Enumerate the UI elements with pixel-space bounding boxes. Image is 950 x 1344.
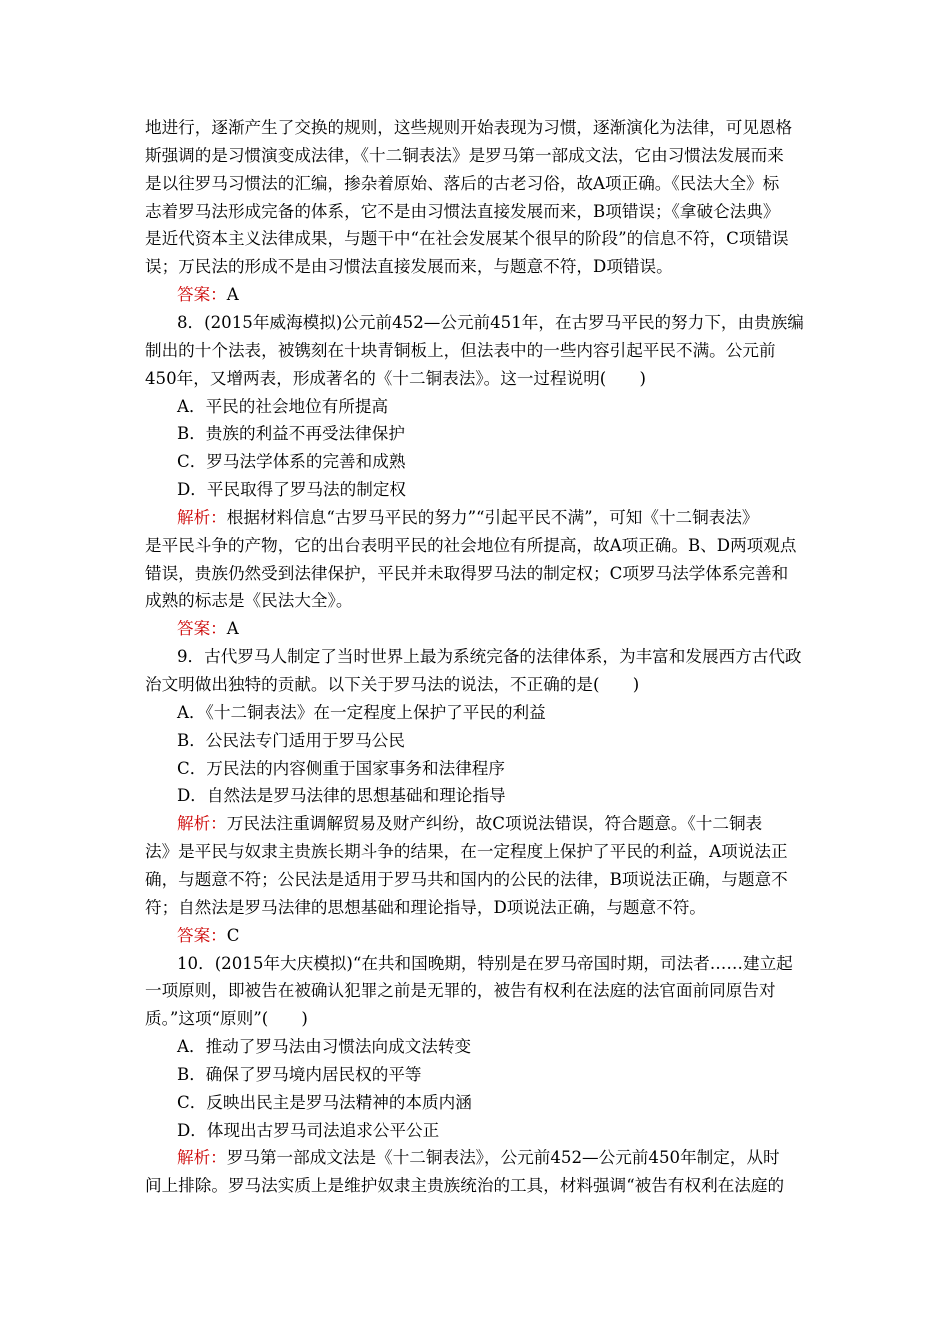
- line-text: 9．古代罗马人制定了当时世界上最为系统完备的法律体系，为丰富和发展西方古代政: [177, 647, 802, 667]
- text-line: [145, 591, 352, 611]
- line-text: 斯强调的是习惯演变成法律，《十二铜表法》是罗马第一部成文法，它由习惯法发展而来: [145, 145, 784, 165]
- line-text: B．贵族的利益不再受法律保护: [177, 424, 405, 444]
- line-text: 确，与题意不符；公民法是适用于罗马共和国内的公民的法律，B项说法正确，与题意不: [145, 869, 788, 889]
- text-line: [177, 452, 405, 472]
- text-line: [145, 898, 706, 918]
- line-text: B．确保了罗马境内居民权的平等: [177, 1064, 422, 1084]
- text-line: [177, 313, 804, 333]
- text-line: [145, 1176, 784, 1196]
- line-text: C: [226, 925, 240, 945]
- line-text: A: [226, 619, 239, 639]
- line-text: 10．(2015年大庆模拟)“在共和国晚期，特别是在罗马帝国时期，司法者……建立起: [177, 953, 793, 973]
- text-line: [177, 424, 405, 444]
- text-line: [145, 842, 788, 862]
- line-text: D．体现出古罗马司法追求公平公正: [177, 1120, 440, 1140]
- line-text: A．平民的社会地位有所提高: [177, 396, 389, 416]
- analysis-label: 解析：: [177, 1148, 227, 1168]
- text-line: [145, 564, 788, 584]
- text-line: [145, 981, 776, 1001]
- line-text: D．自然法是罗马法律的思想基础和理论指导: [177, 786, 506, 806]
- analysis-label: 解析：: [177, 814, 227, 834]
- line-text: 误；万民法的形成不是由习惯法直接发展而来，与题意不符，D项错误。: [145, 257, 673, 277]
- text-line: [177, 647, 802, 667]
- answer-label: 答案：: [177, 619, 227, 639]
- line-text: 治文明做出独特的贡献。以下关于罗马法的说法，不正确的是( ): [145, 675, 640, 694]
- answer-line: [177, 619, 239, 639]
- text-line: [145, 174, 779, 194]
- text-line: [177, 1037, 471, 1057]
- line-text: A: [226, 285, 239, 305]
- analysis-line: [177, 814, 762, 834]
- text-line: [177, 731, 405, 751]
- line-text: D．平民取得了罗马法的制定权: [177, 480, 407, 500]
- text-line: [145, 675, 639, 695]
- text-line: [177, 397, 388, 417]
- text-line: [145, 1009, 308, 1029]
- text-line: [145, 870, 788, 890]
- line-text: 根据材料信息“古罗马平民的努力”“引起平民不满”，可知《十二铜表法》: [226, 507, 759, 527]
- line-text: 志着罗马法形成完备的体系，它不是由习惯法直接发展而来，B项错误；《拿破仑法典》: [145, 201, 780, 221]
- line-text: 450年，又增两表，形成著名的《十二铜表法》。这一过程说明( ): [145, 368, 646, 388]
- text-line: [145, 536, 796, 556]
- text-line: [177, 786, 506, 806]
- answer-label: 答案：: [177, 285, 227, 305]
- line-text: 是近代资本主义法律成果，与题干中“在社会发展某个很早的阶段”的信息不符，C项错误: [145, 229, 789, 249]
- text-line: [145, 118, 792, 138]
- line-text: 8．(2015年威海模拟)公元前452—公元前451年，在古罗马平民的努力下，由贵族编: [177, 312, 804, 332]
- text-line: [177, 1093, 472, 1113]
- line-text: C．反映出民主是罗马法精神的本质内涵: [177, 1092, 472, 1112]
- line-text: C．万民法的内容侧重于国家事务和法律程序: [177, 758, 505, 778]
- answer-line: [177, 926, 239, 946]
- answer-line: [177, 285, 239, 305]
- text-line: [145, 202, 779, 222]
- line-text: 成熟的标志是《民法大全》。: [145, 591, 353, 611]
- line-text: 地进行，逐渐产生了交换的规则，这些规则开始表现为习惯，逐渐演化为法律，可见恩格: [145, 118, 793, 137]
- line-text: B．公民法专门适用于罗马公民: [177, 730, 405, 750]
- line-text: A．推动了罗马法由习惯法向成文法转变: [177, 1037, 472, 1057]
- line-text: 错误，贵族仍然受到法律保护，平民并未取得罗马法的制定权；C项罗马法学体系完善和: [145, 563, 789, 583]
- text-line: [177, 759, 505, 779]
- line-text: 法》是平民与奴隶主贵族长期斗争的结果，在一定程度上保护了平民的利益，A项说法正: [145, 842, 788, 862]
- text-line: [145, 229, 789, 249]
- line-text: 间上排除。罗马法实质上是维护奴隶主贵族统治的工具，材料强调“被告有权利在法庭的: [145, 1176, 785, 1196]
- text-line: [145, 257, 673, 277]
- text-line: [177, 1121, 439, 1141]
- analysis-label: 解析：: [177, 507, 227, 527]
- line-text: 万民法注重调解贸易及财产纠纷，故C项说法错误，符合题意。《十二铜表: [226, 814, 763, 834]
- line-text: 罗马第一部成文法是《十二铜表法》，公元前452—公元前450年制定，从时: [226, 1148, 780, 1168]
- line-text: 是平民斗争的产物，它的出台表明平民的社会地位有所提高，故A项正确。B、D两项观点: [145, 535, 797, 555]
- answer-label: 答案：: [177, 925, 227, 945]
- analysis-line: [177, 1148, 780, 1168]
- text-line: [145, 341, 776, 361]
- line-text: 质。”这项“原则”( ): [145, 1009, 308, 1029]
- text-line: [145, 369, 646, 389]
- line-text: 是以往罗马习惯法的汇编，掺杂着原始、落后的古老习俗，故A项正确。《民法大全》标: [145, 173, 780, 193]
- line-text: 一项原则，即被告在被确认犯罪之前是无罪的，被告有权利在法庭的法官面前同原告对: [145, 981, 776, 1001]
- text-line: [177, 703, 546, 723]
- text-line: [177, 480, 406, 500]
- analysis-line: [177, 508, 759, 528]
- line-text: 制出的十个法表，被镌刻在十块青铜板上，但法表中的一些内容引起平民不满。公元前: [145, 340, 776, 360]
- line-text: C．罗马法学体系的完善和成熟: [177, 452, 406, 472]
- line-text: A．《十二铜表法》在一定程度上保护了平民的利益: [177, 702, 546, 722]
- text-line: [177, 954, 793, 974]
- text-line: [177, 1065, 422, 1085]
- text-line: [145, 146, 784, 166]
- line-text: 符；自然法是罗马法律的思想基础和理论指导，D项说法正确，与题意不符。: [145, 897, 706, 917]
